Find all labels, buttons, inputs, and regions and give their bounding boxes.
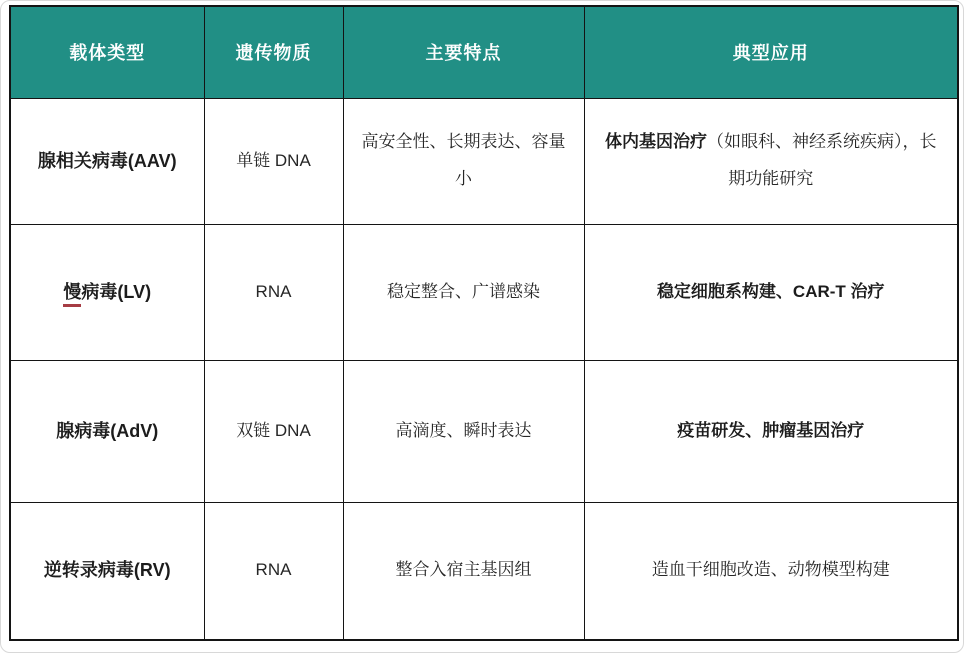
viral-vector-table xyxy=(9,5,959,641)
vector-name-cell xyxy=(10,224,204,360)
table-row xyxy=(10,98,958,224)
vector-name: 腺病毒(AdV) xyxy=(56,420,159,441)
genetic-material-cell: RNA xyxy=(204,502,343,640)
table-row xyxy=(10,224,958,360)
header-cell-genetic-material: 遗传物质 xyxy=(204,6,343,98)
application-bold-part: 疫苗研发、肿瘤基因治疗 xyxy=(677,420,865,440)
application-cell xyxy=(584,98,958,224)
genetic-material-cell: 双链 DNA xyxy=(204,360,343,502)
features-cell: 稳定整合、广谱感染 xyxy=(343,224,584,360)
genetic-material-cell: 单链 DNA xyxy=(204,98,343,224)
vector-name-cell xyxy=(10,360,204,502)
table-row xyxy=(10,502,958,640)
vector-name: 逆转录病毒(RV) xyxy=(43,560,171,581)
table-row xyxy=(10,360,958,502)
genetic-material-cell: RNA xyxy=(204,224,343,360)
vector-name-cell xyxy=(10,98,204,224)
application-normal-part: （如眼科、神经系统疾病），长期功能研究 xyxy=(707,132,937,188)
header-cell-main-features: 主要特点 xyxy=(343,6,584,98)
application-bold-part: 稳定细胞系构建、CAR-T 治疗 xyxy=(656,281,885,301)
application-normal-part: 造血干细胞改造、动物模型构建 xyxy=(651,560,890,580)
header-cell-vector-type: 载体类型 xyxy=(10,6,204,98)
features-cell: 高滴度、瞬时表达 xyxy=(343,360,584,502)
features-cell: 整合入宿主基因组 xyxy=(343,502,584,640)
header-cell-typical-applications: 典型应用 xyxy=(584,6,958,98)
application-bold-part: 体内基因治疗 xyxy=(605,132,707,152)
application-cell xyxy=(584,224,958,360)
header-row xyxy=(10,6,958,98)
vector-name-underlined-part: 慢 xyxy=(63,281,81,308)
vector-name-cell xyxy=(10,502,204,640)
application-cell xyxy=(584,360,958,502)
vector-name: 病毒(LV) xyxy=(81,281,152,302)
features-cell: 高安全性、长期表达、容量小 xyxy=(343,98,584,224)
vector-name: 腺相关病毒(AAV) xyxy=(37,150,177,171)
application-cell xyxy=(584,502,958,640)
